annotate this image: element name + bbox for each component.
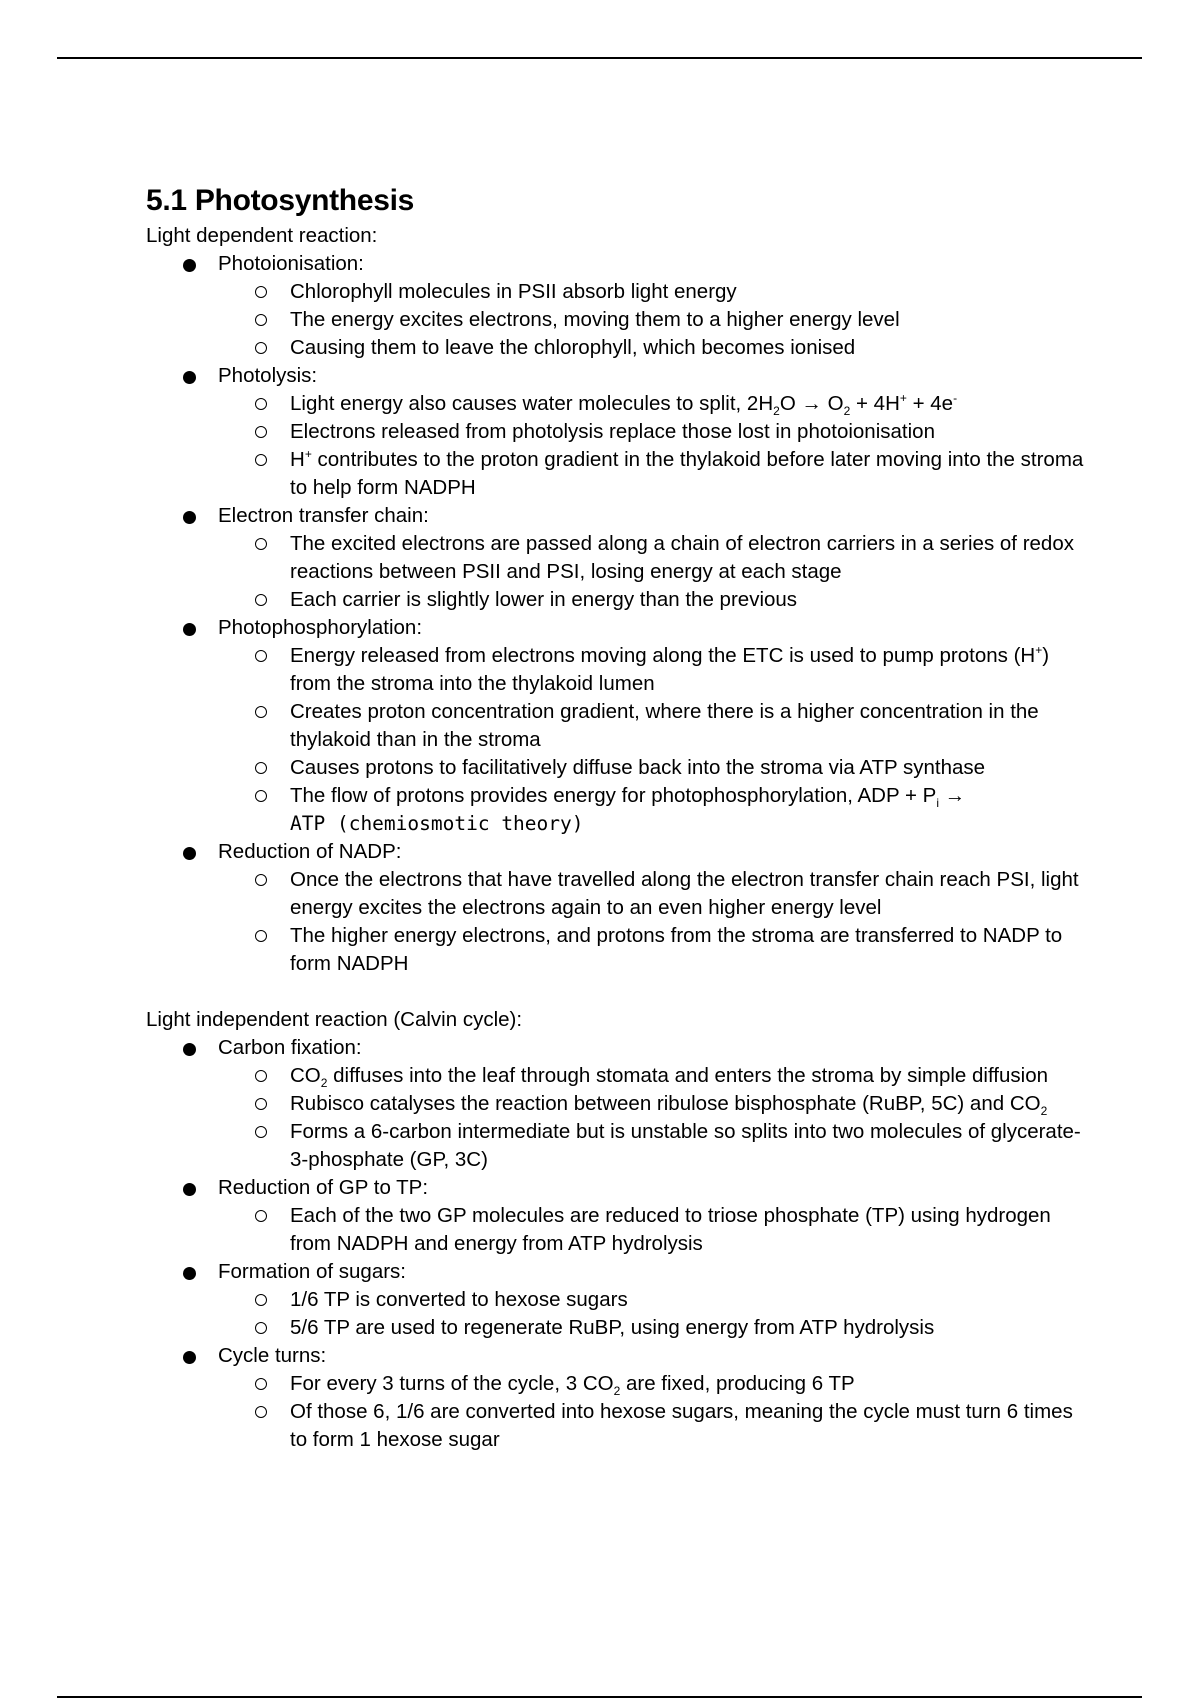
- bullet-icon: [183, 1183, 196, 1196]
- list-item: [146, 502, 1086, 614]
- item-label: Reduction of GP to TP:: [218, 1176, 429, 1199]
- circle-bullet-icon: [255, 650, 267, 662]
- sub-item: Once the electrons that have travelled along the electron transfer chain reach PSI, light energy excites the electrons again to an even higher energy level: [146, 866, 1086, 922]
- circle-bullet-icon: [255, 398, 267, 410]
- sub-item: The flow of protons provides energy for photophosphorylation, ADP + $P_i$ → ATP (chemiosmotic theory): [146, 782, 1086, 838]
- circle-bullet-icon: [255, 1098, 267, 1110]
- section-heading-light-independent: Light independent reaction (Calvin cycle):: [146, 1008, 523, 1031]
- sub-list: [218, 390, 1086, 502]
- list-item: [146, 1258, 1086, 1342]
- circle-bullet-icon: [255, 286, 267, 298]
- item-label: Carbon fixation:: [218, 1036, 362, 1059]
- sub-item: Of those 6, 1/6 are converted into hexose sugars, meaning the cycle must turn 6 times to form 1 hexose sugar: [146, 1398, 1086, 1454]
- light-dependent-list: [146, 250, 1086, 978]
- footer-rule: [57, 1696, 1142, 1698]
- list-item: [146, 614, 1086, 838]
- sub-list: [218, 642, 1086, 838]
- sub-list: [218, 1370, 1086, 1454]
- sub-list: [218, 278, 1086, 362]
- sub-item: The excited electrons are passed along a chain of electron carriers in a series of redox reactions between PSII and PSI, losing energy at each stage: [146, 530, 1086, 586]
- sub-item: The energy excites electrons, moving them to a higher energy level: [146, 306, 1086, 334]
- chemiosmotic-text: ATP (chemiosmotic theory): [290, 812, 584, 835]
- sub-item: Chlorophyll molecules in PSII absorb light energy: [146, 278, 1086, 306]
- bullet-icon: [183, 1043, 196, 1056]
- circle-bullet-icon: [255, 762, 267, 774]
- sub-item: $CO_2$ diffuses into the leaf through stomata and enters the stroma by simple diffusion: [146, 1062, 1086, 1090]
- sub-item: Causing them to leave the chlorophyll, which becomes ionised: [146, 334, 1086, 362]
- list-item: [146, 362, 1086, 502]
- circle-bullet-icon: [255, 930, 267, 942]
- sub-item: Rubisco catalyses the reaction between ribulose bisphosphate (RuBP, 5C) and $CO_2$: [146, 1090, 1086, 1118]
- sub-item: Forms a 6-carbon intermediate but is unstable so splits into two molecules of glycerate-3-phosphate (GP, 3C): [146, 1118, 1086, 1174]
- circle-bullet-icon: [255, 454, 267, 466]
- list-item: [146, 1342, 1086, 1454]
- sub-item: Electrons released from photolysis replace those lost in photoionisation: [146, 418, 1086, 446]
- header-rule: [57, 57, 1142, 59]
- circle-bullet-icon: [255, 594, 267, 606]
- item-label: Photolysis:: [218, 364, 318, 387]
- item-label: Photoionisation:: [218, 252, 364, 275]
- circle-bullet-icon: [255, 874, 267, 886]
- circle-bullet-icon: [255, 1070, 267, 1082]
- item-label: Formation of sugars:: [218, 1260, 406, 1283]
- sub-list: [218, 1202, 1086, 1258]
- list-item: [146, 250, 1086, 362]
- page-title: 5.1 Photosynthesis: [146, 184, 415, 217]
- sub-item: Creates proton concentration gradient, where there is a higher concentration in the thylakoid than in the stroma: [146, 698, 1086, 754]
- circle-bullet-icon: [255, 706, 267, 718]
- bullet-icon: [183, 1267, 196, 1280]
- sub-item: Energy released from electrons moving along the ETC is used to pump protons (H+) from the stroma into the thylakoid lumen: [146, 642, 1086, 698]
- bullet-icon: [183, 623, 196, 636]
- bullet-icon: [183, 511, 196, 524]
- bullet-icon: [183, 847, 196, 860]
- item-label: Cycle turns:: [218, 1344, 327, 1367]
- sub-item: Each carrier is slightly lower in energy than the previous: [146, 586, 1086, 614]
- circle-bullet-icon: [255, 426, 267, 438]
- sub-list: [218, 530, 1086, 614]
- light-independent-list: [146, 1034, 1086, 1454]
- sub-item: 1/6 TP is converted to hexose sugars: [146, 1286, 1086, 1314]
- circle-bullet-icon: [255, 314, 267, 326]
- bullet-icon: [183, 1351, 196, 1364]
- sub-item: Light energy also causes water molecules to split, $2H_2O \to O_2 + 4H^+ + 4e^-$: [146, 390, 1086, 418]
- sub-item: Causes protons to facilitatively diffuse back into the stroma via ATP synthase: [146, 754, 1086, 782]
- circle-bullet-icon: [255, 1378, 267, 1390]
- list-item: [146, 838, 1086, 978]
- item-label: Photophosphorylation:: [218, 616, 423, 639]
- document-body: [146, 180, 1086, 1454]
- section-heading-light-dependent: Light dependent reaction:: [146, 224, 378, 247]
- sub-list: [218, 1062, 1086, 1174]
- item-label: Reduction of NADP:: [218, 840, 402, 863]
- list-item: [146, 1174, 1086, 1258]
- sub-item: H+ contributes to the proton gradient in the thylakoid before later moving into the stroma to help form NADPH: [146, 446, 1086, 502]
- sub-item: The higher energy electrons, and protons from the stroma are transferred to NADP to form NADPH: [146, 922, 1086, 978]
- sub-item: 5/6 TP are used to regenerate RuBP, using energy from ATP hydrolysis: [146, 1314, 1086, 1342]
- item-label: Electron transfer chain:: [218, 504, 429, 527]
- sub-list: [218, 1286, 1086, 1342]
- circle-bullet-icon: [255, 1322, 267, 1334]
- bullet-icon: [183, 371, 196, 384]
- circle-bullet-icon: [255, 1210, 267, 1222]
- sub-item: For every 3 turns of the cycle, 3 $CO_2$ are fixed, producing 6 TP: [146, 1370, 1086, 1398]
- sub-item: Each of the two GP molecules are reduced to triose phosphate (TP) using hydrogen from NADPH and energy from ATP hydrolysis: [146, 1202, 1086, 1258]
- circle-bullet-icon: [255, 1126, 267, 1138]
- circle-bullet-icon: [255, 1294, 267, 1306]
- bullet-icon: [183, 259, 196, 272]
- sub-list: [218, 866, 1086, 978]
- circle-bullet-icon: [255, 790, 267, 802]
- circle-bullet-icon: [255, 342, 267, 354]
- circle-bullet-icon: [255, 538, 267, 550]
- circle-bullet-icon: [255, 1406, 267, 1418]
- list-item: [146, 1034, 1086, 1174]
- section-gap: [146, 978, 1086, 1006]
